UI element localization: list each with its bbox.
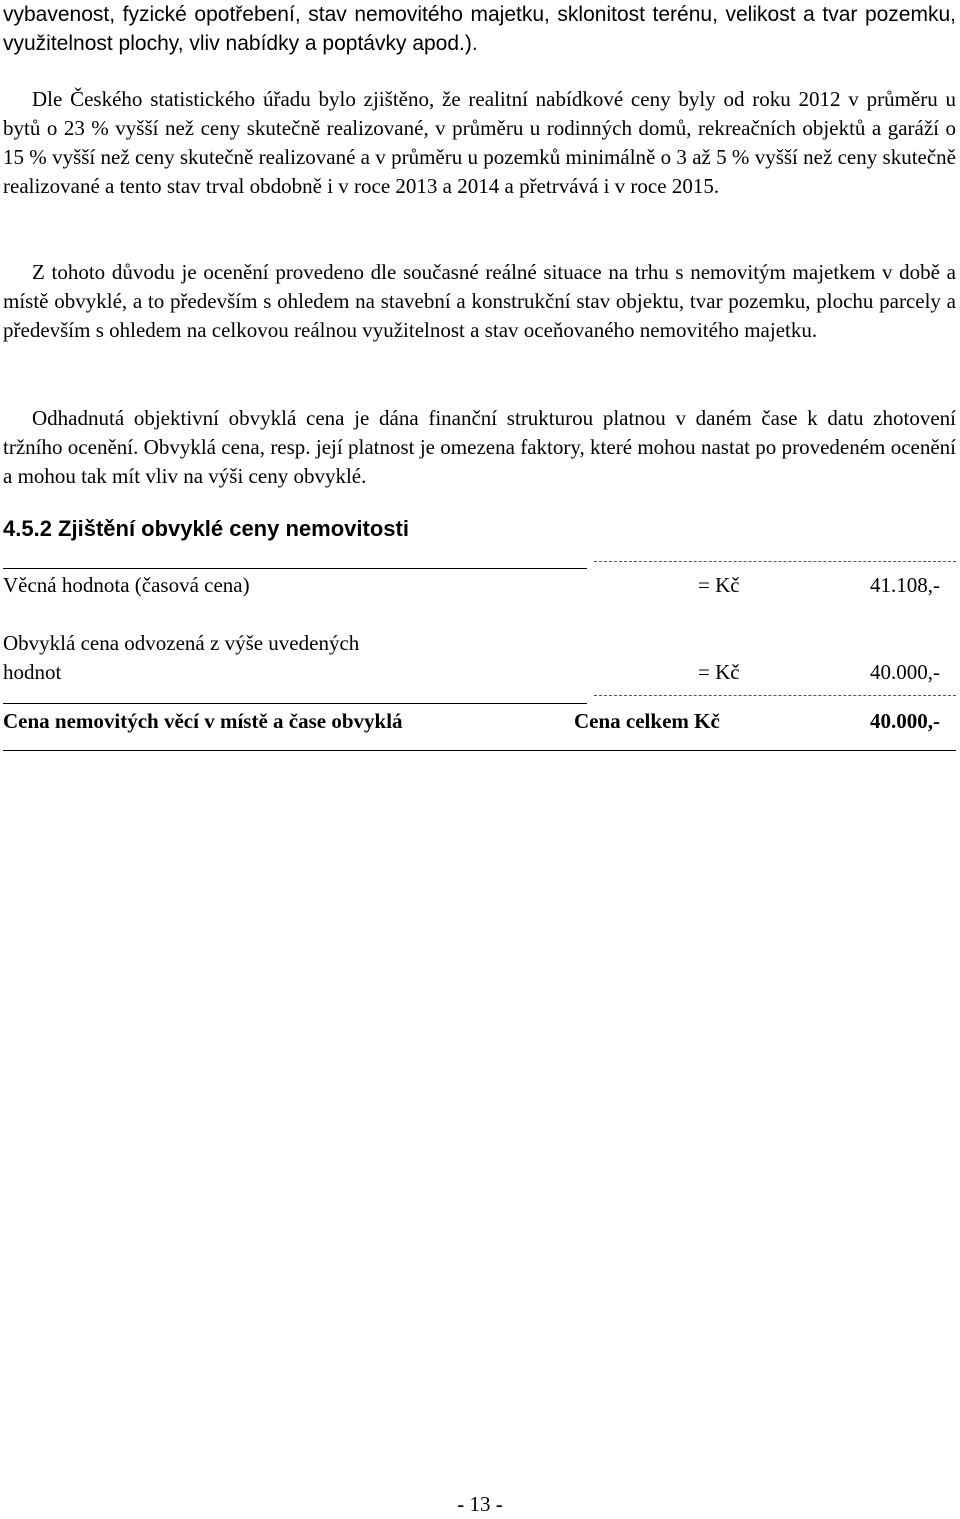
row-value: 41.108,- bbox=[870, 573, 940, 597]
paragraph-market-price: Odhadnutá objektivní obvyklá cena je dána finanční strukturou platnou v daném čase k datu zhotovení tržního ocenění. Obvyklá cena, resp. její platnost je omezena faktory, které mohou nastat po provedeném ocenění a mohou tak mít vliv na výši ceny obvyklé. bbox=[3, 406, 956, 488]
row-unit: = Kč bbox=[698, 660, 740, 684]
row-label-market-price-line1: Obvyklá cena odvozená z výše uvedených bbox=[3, 631, 360, 655]
bottom-rule bbox=[3, 750, 956, 751]
row-label-market-price-line2: hodnot bbox=[3, 660, 62, 684]
paragraph-statistics bbox=[3, 85, 956, 201]
dashed-divider bbox=[594, 695, 956, 696]
paragraph-valuation-reason: Z tohoto důvodu je ocenění provedeno dle současné reálné situace na trhu s nemovitým majetkem v době a místě obvyklé, a to především s ohledem na stavební a konstrukční stav objektu, tvar pozemku, plochu parcely a především s ohledem na celkovou reálnou využitelnost a stav oceňovaného nemovitého majetku. bbox=[3, 260, 956, 342]
total-unit: Cena celkem Kč bbox=[574, 709, 720, 733]
divider-line bbox=[3, 703, 587, 704]
paragraph-statistics-text: Dle Českého statistického úřadu bylo zjištěno, že realitní nabídkové ceny byly od roku 2012 v průměru u bytů o 23 % vyšší než ceny skutečně realizované, v průměru u rodinných domů, rekreačních objektů a garáží o 15 % vyšší než ceny skutečně realizované a v průměru u pozemků minimálně o 3 až 5 % vyšší než ceny skutečně realizované a tento stav trval obdobně i v roce 2013 a 2014 a přetrvává i v roce 2015. bbox=[3, 87, 956, 198]
page-number: - 13 - bbox=[457, 1492, 503, 1516]
total-label: Cena nemovitých věcí v místě a čase obvyklá bbox=[3, 709, 403, 733]
row-value: 40.000,- bbox=[870, 660, 940, 684]
total-value: 40.000,- bbox=[870, 709, 940, 733]
paragraph-continuation: vybavenost, fyzické opotřebení, stav nemovitého majetku, sklonitost terénu, velikost a tvar pozemku, využitelnost plochy, vliv nabídky a poptávky apod.). bbox=[3, 3, 956, 55]
row-unit: = Kč bbox=[698, 573, 740, 597]
row-label-time-value: Věcná hodnota (časová cena) bbox=[3, 573, 250, 597]
dashed-divider bbox=[594, 561, 956, 562]
divider-line bbox=[3, 568, 587, 569]
section-heading: 4.5.2 Zjištění obvyklé ceny nemovitosti bbox=[3, 516, 409, 541]
